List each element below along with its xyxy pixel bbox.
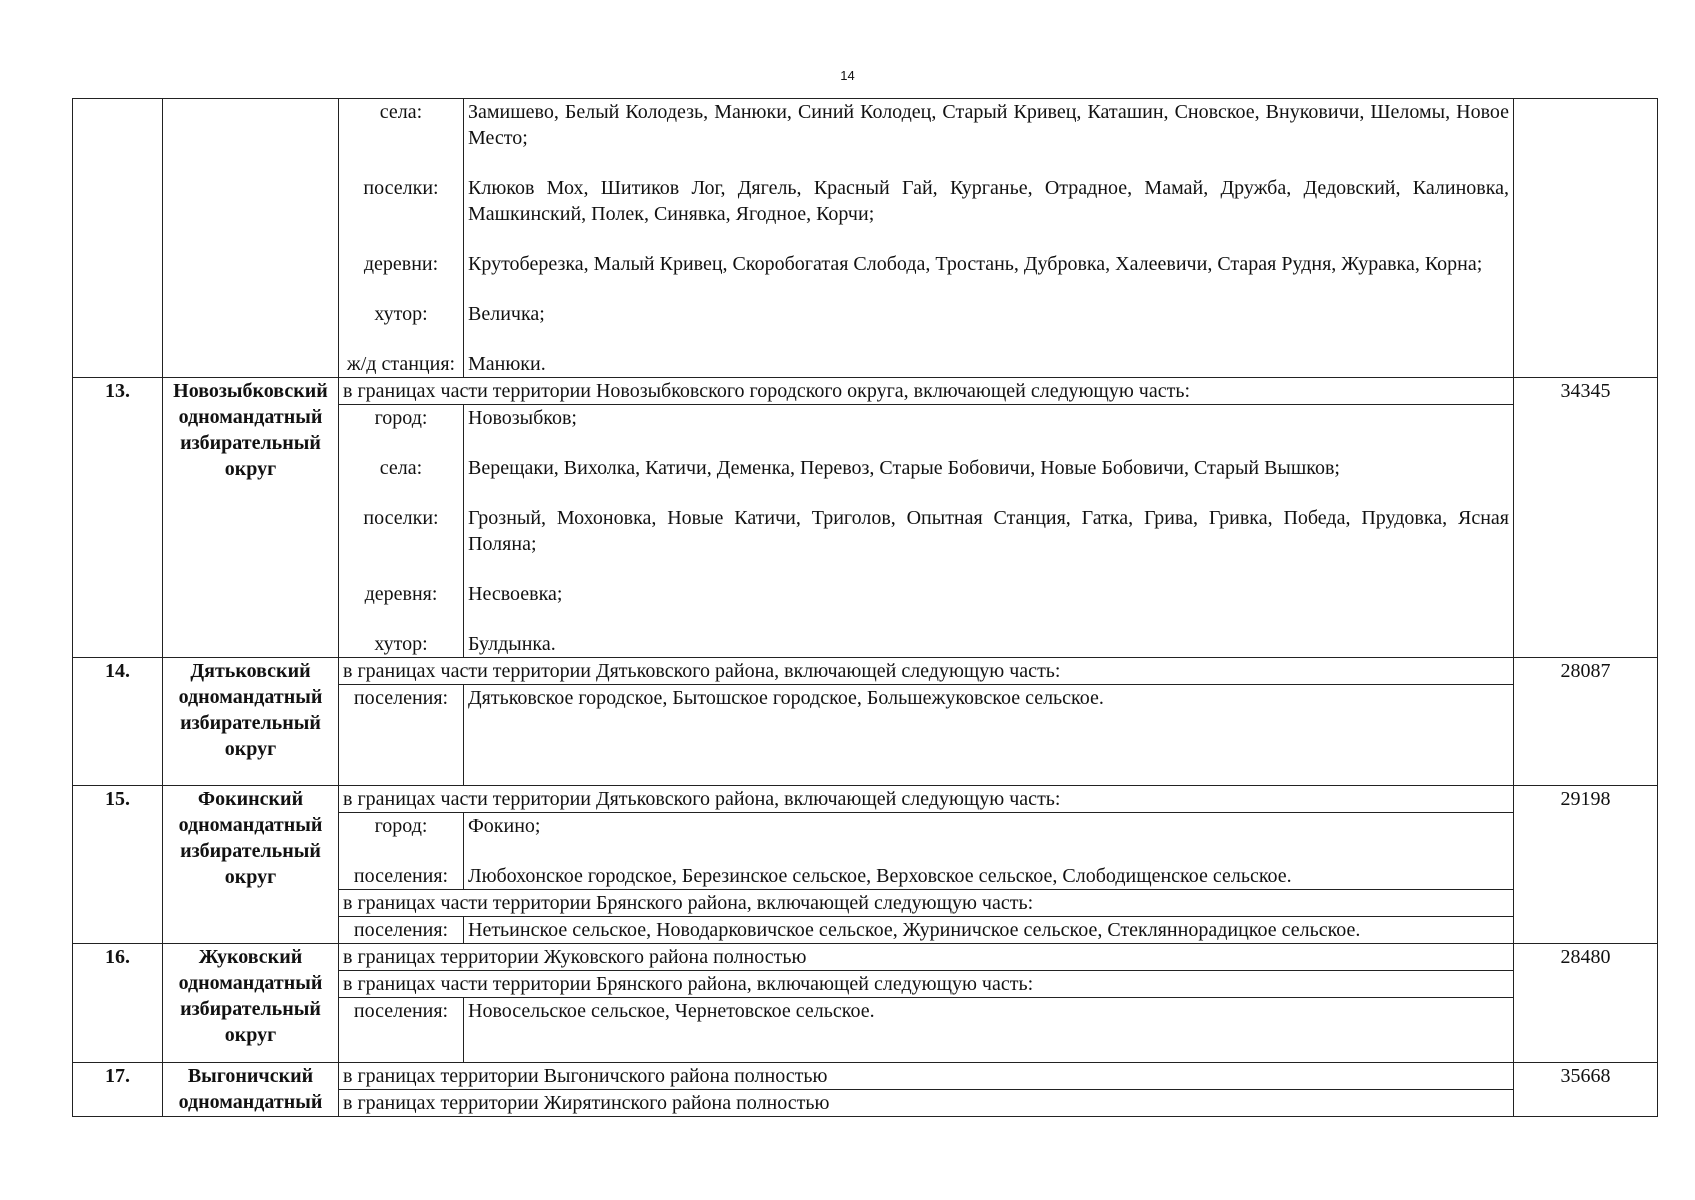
settlement-names: Манюки. bbox=[468, 353, 546, 375]
settlement-names: Величка; bbox=[468, 303, 545, 325]
description-cell bbox=[339, 378, 1514, 658]
settlement-names: Крутоберезка, Малый Кривец, Скоробогатая Слобода, Тростань, Дубровка, Халеевичи, Старая Рудня, Журавка, Корна; bbox=[468, 253, 1483, 275]
district-population: 29198 bbox=[1514, 786, 1658, 944]
district-name: Новозыбковский одномандатный избирательный округ bbox=[163, 378, 339, 658]
list-item bbox=[339, 301, 1513, 327]
district-name: Жуковский одномандатный избирательный округ bbox=[163, 944, 339, 1063]
settlement-type-label: ж/д станция: bbox=[339, 351, 464, 377]
boundary-header: в границах части территории Дятьковского района, включающей следующую часть: bbox=[339, 786, 1513, 813]
settlement-names: Грозный, Мохоновка, Новые Катичи, Триголов, Опытная Станция, Гатка, Грива, Гривка, Победа, Прудовка, Ясная Поляна; bbox=[468, 507, 1509, 555]
boundary-header: в границах территории Выгоничского района полностью bbox=[339, 1063, 1513, 1090]
district-name: Фокинский одномандатный избирательный округ bbox=[163, 786, 339, 944]
list-item bbox=[339, 631, 1513, 657]
boundary-header: в границах части территории Новозыбковского городского округа, включающей следующую часть: bbox=[339, 378, 1513, 405]
description-cell bbox=[339, 99, 1514, 378]
description-cell bbox=[339, 786, 1514, 944]
district-number: 15. bbox=[73, 786, 163, 944]
boundary-header: в границах части территории Брянского района, включающей следующую часть: bbox=[339, 889, 1513, 917]
settlement-names: Булдынка. bbox=[468, 633, 556, 655]
settlement-list bbox=[339, 685, 1513, 785]
settlement-names: Дятьковское городское, Бытошское городское, Большежуковское сельское. bbox=[468, 687, 1104, 709]
settlement-type-label: деревня: bbox=[339, 581, 464, 607]
settlement-type-label: поселения: bbox=[339, 998, 464, 1062]
settlement-names: Фокино; bbox=[468, 815, 541, 837]
settlement-names: Любохонское городское, Березинское сельское, Верховское сельское, Слободищенское сельское. bbox=[468, 865, 1292, 887]
list-item bbox=[339, 998, 1513, 1062]
list-item bbox=[339, 251, 1513, 277]
settlement-type-label: деревни: bbox=[339, 251, 464, 277]
list-item bbox=[339, 581, 1513, 607]
list-item bbox=[339, 863, 1513, 889]
district-population: 28087 bbox=[1514, 658, 1658, 786]
list-item bbox=[339, 99, 1513, 151]
settlement-type-label: город: bbox=[339, 405, 464, 431]
settlement-type-label: город: bbox=[339, 813, 464, 839]
district-number: 14. bbox=[73, 658, 163, 786]
boundary-header: в границах части территории Брянского района, включающей следующую часть: bbox=[339, 971, 1513, 998]
table-row-district-13 bbox=[73, 378, 1658, 658]
district-name: Выгоничский одномандатный bbox=[163, 1063, 339, 1117]
page-number: 14 bbox=[840, 68, 855, 83]
number-cell bbox=[73, 99, 163, 378]
settlement-names: Клюков Мох, Шитиков Лог, Дягель, Красный Гай, Курганье, Отрадное, Мамай, Дружба, Дедовский, Калиновка, Машкинский, Полек, Синявка, Ягодное, Корчи; bbox=[468, 177, 1509, 225]
settlement-type-label: поселения: bbox=[339, 863, 464, 889]
settlement-type-label: поселки: bbox=[339, 175, 464, 227]
description-cell bbox=[339, 1063, 1514, 1117]
list-item bbox=[339, 685, 1513, 785]
boundary-header: в границах территории Жирятинского района полностью bbox=[343, 1092, 830, 1114]
district-number: 16. bbox=[73, 944, 163, 1063]
settlement-list bbox=[339, 405, 1513, 657]
settlement-list bbox=[339, 998, 1513, 1062]
settlement-type-label: поселения: bbox=[339, 685, 464, 785]
settlement-names: Новозыбков; bbox=[468, 407, 577, 429]
districts-table bbox=[72, 98, 1658, 1117]
settlement-type-label: села: bbox=[339, 455, 464, 481]
settlement-list bbox=[339, 99, 1513, 377]
district-population: 35668 bbox=[1514, 1063, 1658, 1117]
settlement-names: Верещаки, Вихолка, Катичи, Деменка, Перевоз, Старые Бобовичи, Новые Бобовичи, Старый Вышков; bbox=[468, 457, 1340, 479]
list-item bbox=[339, 175, 1513, 227]
list-item bbox=[339, 455, 1513, 481]
district-population: 34345 bbox=[1514, 378, 1658, 658]
settlement-names: Замишево, Белый Колодезь, Манюки, Синий Колодец, Старый Кривец, Каташин, Сновское, Внуковичи, Шеломы, Новое Место; bbox=[468, 101, 1509, 149]
description-cell bbox=[339, 944, 1514, 1063]
list-item bbox=[339, 505, 1513, 557]
district-name: Дятьковский одномандатный избирательный округ bbox=[163, 658, 339, 786]
settlement-list bbox=[339, 813, 1513, 889]
district-number: 13. bbox=[73, 378, 163, 658]
table-row-district-14 bbox=[73, 658, 1658, 786]
district-number: 17. bbox=[73, 1063, 163, 1117]
description-cell bbox=[339, 658, 1514, 786]
list-item bbox=[339, 351, 1513, 377]
name-cell bbox=[163, 99, 339, 378]
settlement-type-label: поселки: bbox=[339, 505, 464, 557]
list-item bbox=[339, 917, 1513, 943]
table-row-district-17 bbox=[73, 1063, 1658, 1117]
population-cell bbox=[1514, 99, 1658, 378]
district-population: 28480 bbox=[1514, 944, 1658, 1063]
settlement-names: Несвоевка; bbox=[468, 583, 563, 605]
settlement-list bbox=[339, 917, 1513, 943]
settlement-type-label: поселения: bbox=[339, 917, 464, 943]
settlement-type-label: хутор: bbox=[339, 631, 464, 657]
boundary-header: в границах части территории Дятьковского района, включающей следующую часть: bbox=[339, 658, 1513, 685]
list-item bbox=[339, 405, 1513, 431]
settlement-type-label: хутор: bbox=[339, 301, 464, 327]
table-row-district-15 bbox=[73, 786, 1658, 944]
settlement-names: Нетьинское сельское, Новодарковичское сельское, Журиничское сельское, Стекляннорадицкое сельское. bbox=[468, 919, 1361, 941]
table-row-district-16 bbox=[73, 944, 1658, 1063]
boundary-header: в границах территории Жуковского района полностью bbox=[339, 944, 1513, 971]
settlement-type-label: села: bbox=[339, 99, 464, 151]
table-row-continuation bbox=[73, 99, 1658, 378]
list-item bbox=[339, 813, 1513, 839]
settlement-names: Новосельское сельское, Чернетовское сельское. bbox=[468, 1000, 875, 1022]
